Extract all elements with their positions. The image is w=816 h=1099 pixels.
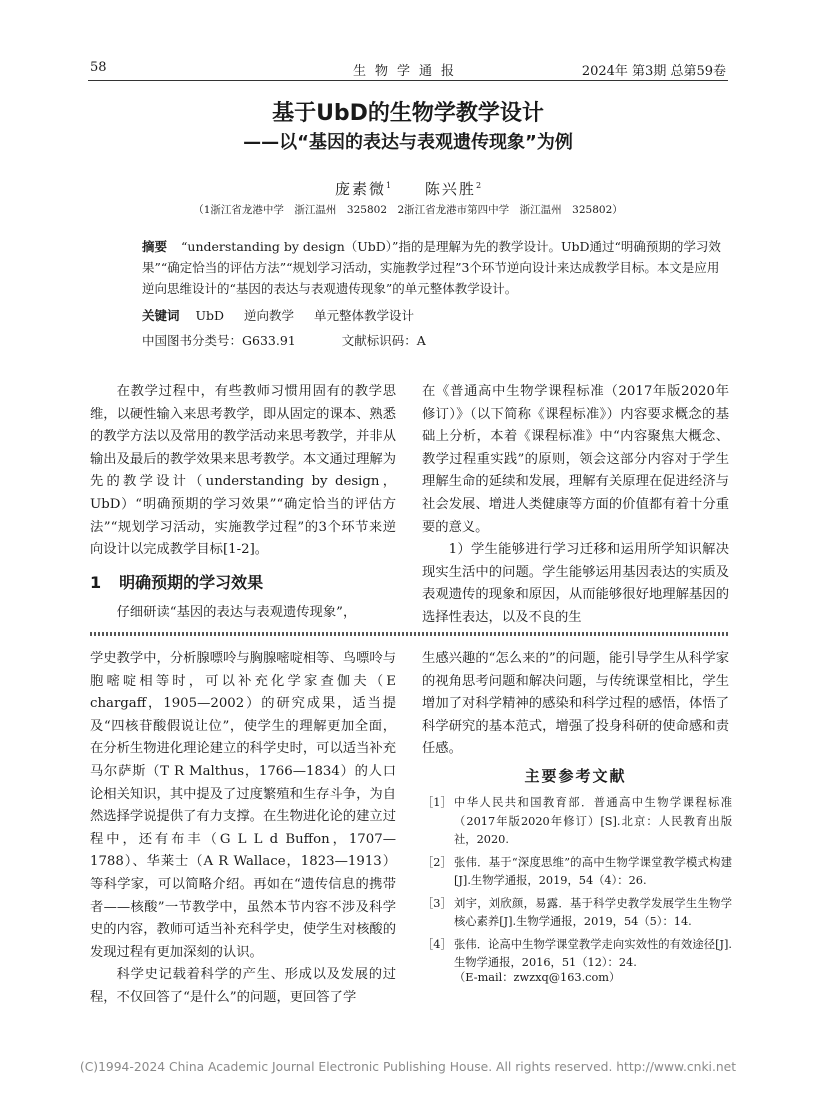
abstract-label: 摘要 — [142, 239, 168, 254]
body-paragraph: 1）学生能够进行学习迁移和运用所学知识解决现实生活中的问题。学生能够运用基因表达的实质及表观遗传的现象和原因，从而能够很好地理解基因的选择性表达，以及不良的生 — [422, 542, 729, 625]
reference-number: ［4］ — [422, 937, 452, 951]
keyword: 单元整体教学设计 — [314, 308, 415, 323]
right-column-top — [422, 381, 729, 630]
abstract-text: “understanding by design（UbD）”指的是理解为先的教学设计。UbD通过“明确预期的学习效果”“确定恰当的评估方法”“规划学习活动，实施教学过程”3个环节逆向设计来达成教学目标。本文是应用逆向思维设计的“基因的表达与表观遗传现象”的单元整体教学设计。 — [142, 239, 721, 296]
body-paragraph: 科学史记载着科学的产生、形成以及发展的过程，不仅回答了“是什么”的问题，更回答了学 — [90, 967, 396, 1005]
section-body-start — [90, 602, 396, 625]
reference-text: 中华人民共和国教育部．普通高中生物学课程标准（2017年版2020年修订）[S].北京：人民教育出版社，2020. — [454, 796, 732, 846]
references-heading: 主要参考文献 — [524, 767, 627, 785]
reference-item — [422, 895, 732, 932]
body-paragraph: 生感兴趣的“怎么来的”的问题，能引导学生从科学家的视角思考问题和解决问题，与传统课堂相比，学生增加了对科学精神的感染和科学过程的感悟，体悟了科学研究的基本范式，增强了投身科研的使命感和责任感。 — [422, 651, 729, 757]
reference-text: 张伟．论高中生物学课堂教学走向实效性的有效途径[J].生物学通报，2016，51（12）：24. — [454, 937, 732, 969]
author-name: 庞素微 — [334, 180, 386, 198]
abstract — [142, 236, 727, 299]
author-name: 陈兴胜 — [424, 180, 476, 198]
article-title: 基于UbD的生物学教学设计 — [272, 101, 544, 126]
reference-item — [422, 936, 732, 973]
references-list — [422, 794, 732, 977]
clc-number: 中国图书分类号：G633.91 — [142, 333, 296, 348]
reference-text: 刘宇，刘欣颜，易露．基于科学史教学发展学生生物学核心素养[J].生物学通报，2019，54（5）：14. — [454, 896, 732, 928]
keyword: UbD — [195, 308, 225, 323]
body-paragraph: 在教学过程中，有些教师习惯用固有的教学思维，以硬性输入来思考教学，即从固定的课本、熟悉的教学方法以及常用的教学活动来思考教学，并非从输出及最后的教学效果来思考教学。本文通过理解为先的教学设计（understanding by design，UbD）“明确预期的学习效果”“确定恰当的评估方法”“规划学习活动，实施教学过程”的3个环节来逆向设计以完成教学目标[1-2]。 — [90, 384, 396, 558]
document-code: 文献标识码：A — [341, 333, 426, 348]
body-paragraph: 在《普通高中生物学课程标准（2017年版2020年修订）》（以下简称《课程标准》）内容要求概念的基础上分析，本着《课程标准》中“内容聚焦大概念、教学过程重实践”的原则，领会这部分内容对于学生理解生命的延续和发展，理解有关原理在促进经济与社会发展、增进人类健康等方面的价值都有着十分重要的意义。 — [422, 384, 729, 535]
body-paragraph: 仔细研读“基因的表达与表观遗传现象”， — [116, 605, 357, 620]
header-rule — [88, 80, 728, 81]
page-break-divider — [90, 632, 730, 636]
section-heading — [90, 570, 263, 593]
reference-number: ［1］ — [422, 796, 452, 809]
reference-item — [422, 794, 732, 850]
copyright-footer: (C)1994-2024 China Academic Journal Electronic Publishing House. All rights reserved. http://www.cnki.net — [79, 1060, 737, 1074]
reference-number: ［3］ — [422, 896, 452, 910]
reference-text: 张伟．基于“深度思维”的高中生物学课堂教学模式构建[J].生物学通报，2019，54（4）：26. — [454, 855, 732, 887]
keywords — [142, 306, 727, 324]
right-column-bottom — [422, 648, 729, 761]
article-subtitle: ——以“基因的表达与表观遗传现象”为例 — [243, 132, 573, 153]
section-title: 明确预期的学习效果 — [119, 573, 264, 592]
keyword: 逆向教学 — [244, 308, 295, 323]
reference-number: ［2］ — [422, 855, 452, 869]
journal-name: 生物学通报 — [352, 64, 463, 79]
left-column-bottom — [90, 648, 396, 1010]
issue-info: 2024年 第3期 总第59卷 — [581, 64, 726, 79]
intro-paragraph-block — [90, 381, 396, 562]
author-email: （E-mail：zwzxq@163.com） — [454, 971, 621, 984]
body-paragraph: 学史教学中，分析腺嘌呤与胸腺嘧啶相等、鸟嘌呤与胞嘧啶相等时，可以补充化学家查伽夫（E chargaff，1905—2002）的研究成果，适当提及“四核苷酸假说让位”，使学生的理解更加全面，在分析生物进化理论建立的科学史时，可以适当补充马尔萨斯（T R Malthus，1766—1834）的人口论相关知识，其中提及了过度繁殖和生存斗争，为自然选择学说提供了有力支撑。在生物进化论的建立过程中，还有布丰（G L L d Buffon，1707—1788）、华莱士（A R Wallace，1823—1913）等科学家，可以简略介绍。再如在“遗传信息的携带者——核酸”一节教学中，虽然本节内容不涉及科学史的内容，教师可适当补充科学史，使学生对核酸的发现过程有更加深刻的认识。 — [90, 651, 396, 960]
page-number: 58 — [90, 60, 107, 75]
section-number: 1 — [90, 573, 102, 592]
author-mark: 2 — [475, 181, 482, 190]
keywords-label: 关键词 — [142, 308, 180, 323]
author-mark: 1 — [385, 181, 392, 190]
reference-item — [422, 854, 732, 891]
author-line — [0, 178, 816, 199]
classification — [142, 331, 727, 349]
affiliations: （1浙江省龙港中学 浙江温州 325802 2浙江省龙港市第四中学 浙江温州 325802） — [193, 204, 623, 216]
